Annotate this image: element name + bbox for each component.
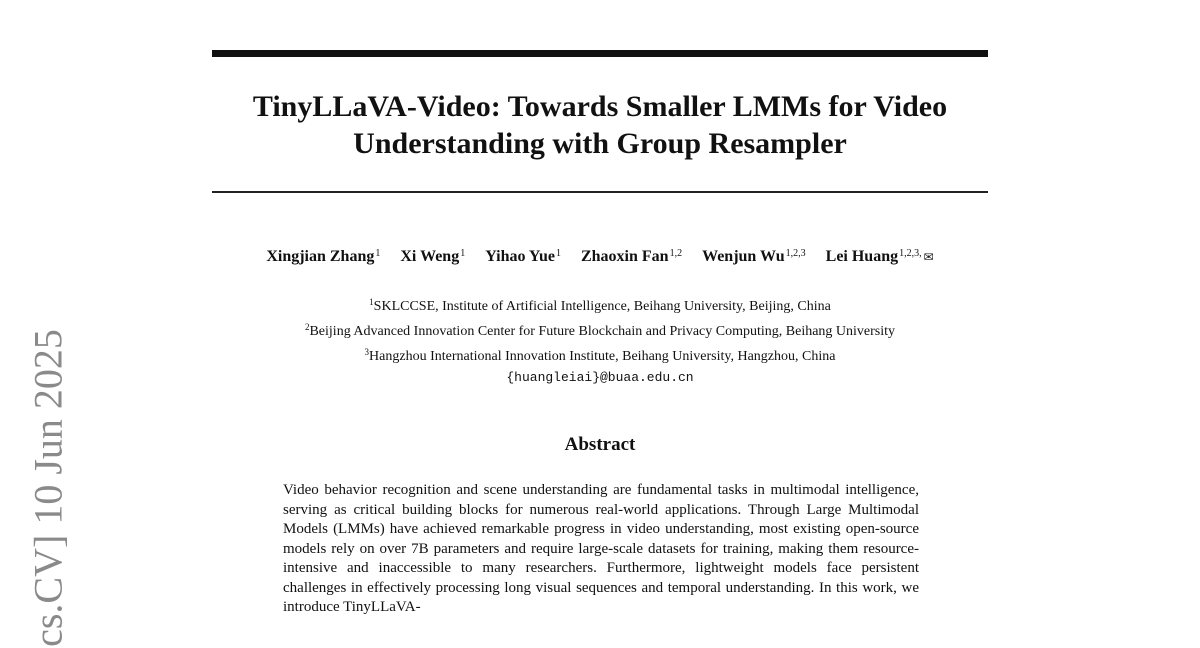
affiliation-mark: 2 xyxy=(304,322,310,332)
affiliation-line xyxy=(150,342,1050,367)
affiliation-line xyxy=(150,317,1050,342)
affiliations xyxy=(150,292,1050,388)
author-affiliation-mark: 1,2,3, xyxy=(899,248,922,259)
author-affiliation-mark: 1 xyxy=(460,248,466,259)
affiliation-text: SKLCCSE, Institute of Artificial Intelligence, Beihang University, Beijing, China xyxy=(373,299,831,314)
author-affiliation-mark: 1,2 xyxy=(669,248,683,259)
author-name: Zhaoxin Fan xyxy=(580,248,669,265)
contact-email: {huangleiai}@buaa.edu.cn xyxy=(506,370,694,385)
author-affiliation-mark: 1 xyxy=(555,248,561,259)
affiliation-mark: 3 xyxy=(364,347,370,357)
title-top-rule xyxy=(212,50,988,57)
author xyxy=(581,248,682,265)
author-name: Xi Weng xyxy=(400,248,460,265)
author-affiliation-mark: 1,2,3 xyxy=(785,248,806,259)
author xyxy=(826,248,934,265)
title-line-2: Understanding with Group Resampler xyxy=(353,127,847,160)
author-list xyxy=(150,248,1050,266)
envelope-icon: ✉ xyxy=(923,250,934,264)
author-name: Wenjun Wu xyxy=(702,248,785,265)
affiliation-line xyxy=(150,292,1050,317)
abstract-text: Video behavior recognition and scene understanding are fundamental tasks in multimodal intelligence, serving as critical building blocks for numerous real-world applications. Through Large Multimodal Models (LMMs) have achieved remarkable progress in video understanding, most existing open-source models rely on over 7B parameters and require large-scale datasets for training, making them resource-intensive and inaccessible to many researchers. Furthermore, lightweight models face persistent challenges in effectively processing long visual sequences and temporal understanding. In this work, we introduce TinyLLaVA- xyxy=(283,482,919,615)
title-line-1: TinyLLaVA-Video: Towards Smaller LMMs for Video xyxy=(252,90,948,123)
author-name: Xingjian Zhang xyxy=(266,248,375,265)
author-name: Lei Huang xyxy=(825,248,899,265)
title-bottom-rule xyxy=(212,191,988,193)
author xyxy=(400,248,465,265)
affiliation-mark: 1 xyxy=(369,297,374,307)
author-affiliation-mark: 1 xyxy=(375,248,381,259)
author xyxy=(702,248,806,265)
affiliation-text: Beijing Advanced Innovation Center for Future Blockchain and Privacy Computing, Beihang University xyxy=(309,324,896,339)
author xyxy=(266,248,380,265)
abstract-heading: Abstract xyxy=(564,434,636,455)
paper-title xyxy=(150,88,1050,162)
author xyxy=(485,248,561,265)
arxiv-side-stamp: cs.CV] 10 Jun 2025 xyxy=(25,329,71,647)
author-name: Yihao Yue xyxy=(485,248,555,265)
affiliation-text: Hangzhou International Innovation Institute, Beihang University, Hangzhou, China xyxy=(369,349,836,364)
